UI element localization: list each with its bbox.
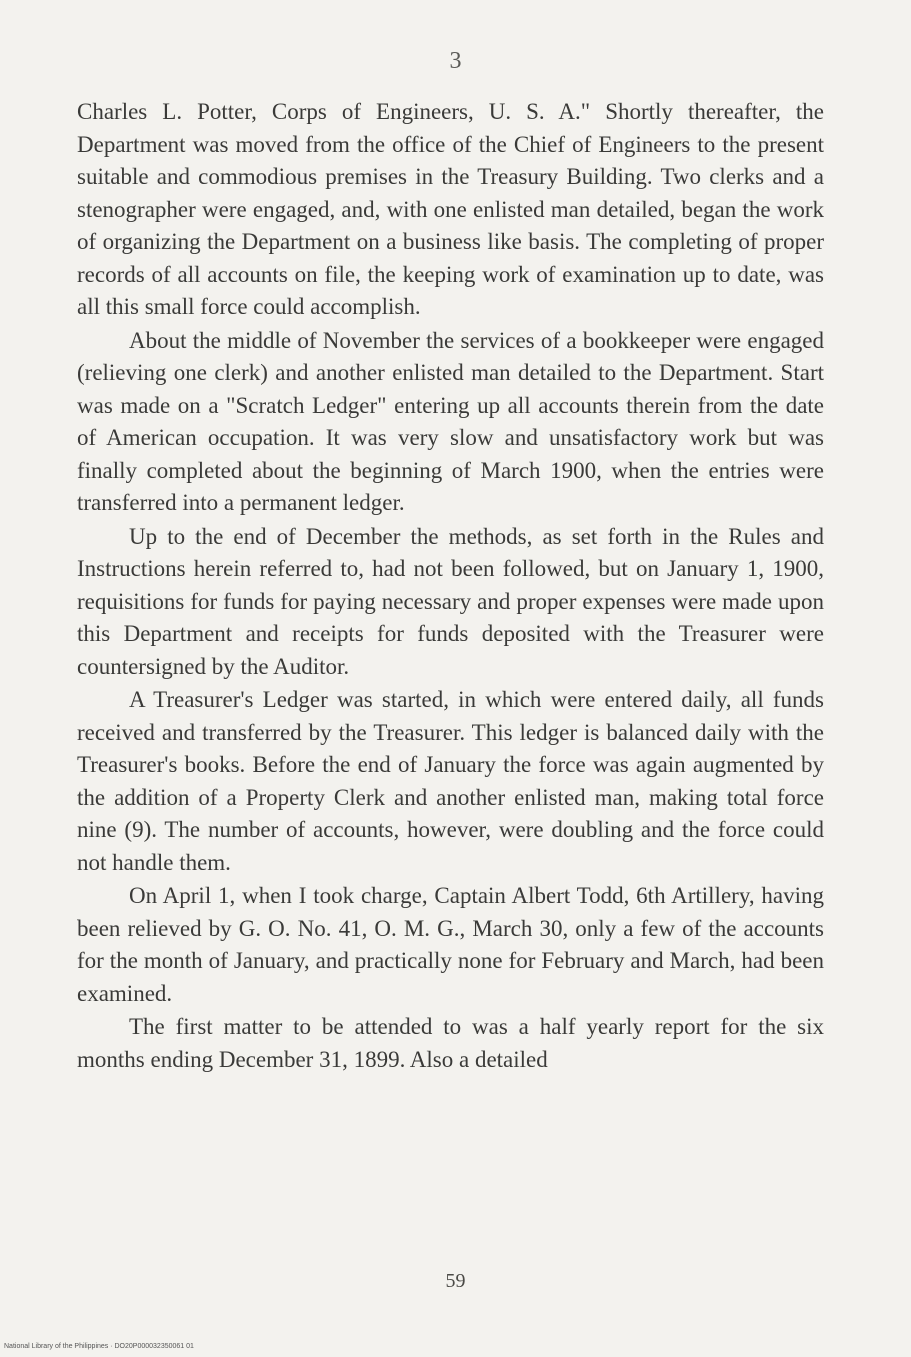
- paragraph-3: Up to the end of December the methods, as set forth in the Rules and Instructions herein referred to, had not been followed, but on January 1, 1900, requisitions for funds for paying necessary and proper expenses were made upon this Department and receipts for funds deposited with the Treasurer were countersigned by the Auditor.: [77, 523, 824, 679]
- paragraph-2: About the middle of November the services of a bookkeeper were engaged (relieving one clerk) and another enlisted man detailed to the Department. Start was made on a "Scratch Ledger" entering up all accounts therein from the date of American occupation. It was very slow and unsatisfactory work but was finally completed about the beginning of March 1900, when the entries were transferred into a permanent ledger.: [77, 327, 824, 515]
- paragraph-4: A Treasurer's Ledger was started, in which were entered daily, all funds received and transferred by the Treasurer. This ledger is balanced daily with the Treasurer's books. Before the end of January the force was again augmented by the addition of a Property Clerk and another enlisted man, making total force nine (9). The number of accounts, however, were doubling and the force could not handle them.: [77, 687, 824, 875]
- paragraph-5: On April 1, when I took charge, Captain Albert Todd, 6th Artillery, having been relieved by G. O. No. 41, O. M. G., March 30, only a few of the accounts for the month of January, and practically none for February and March, had been examined.: [77, 883, 824, 1006]
- body-text: [77, 96, 824, 1076]
- paragraph-1: Charles L. Potter, Corps of Engineers, U. S. A." Shortly thereafter, the Department was moved from the office of the Chief of Engineers to the present suitable and commodious premises in the Treasury Building. Two clerks and a stenographer were engaged, and, with one enlisted man detailed, began the work of organizing the Department on a business like basis. The completing of proper records of all accounts on file, the keeping work of examination up to date, was all this small force could accomplish.: [77, 99, 824, 319]
- page-number-top: 3: [449, 48, 462, 74]
- folio-page-number: 59: [445, 1270, 466, 1292]
- scan-credit: National Library of the Philippines · DO20P000032350061 01: [4, 1343, 194, 1350]
- paragraph-6: The first matter to be attended to was a half yearly report for the six months ending December 31, 1899. Also a detailed: [77, 1014, 824, 1072]
